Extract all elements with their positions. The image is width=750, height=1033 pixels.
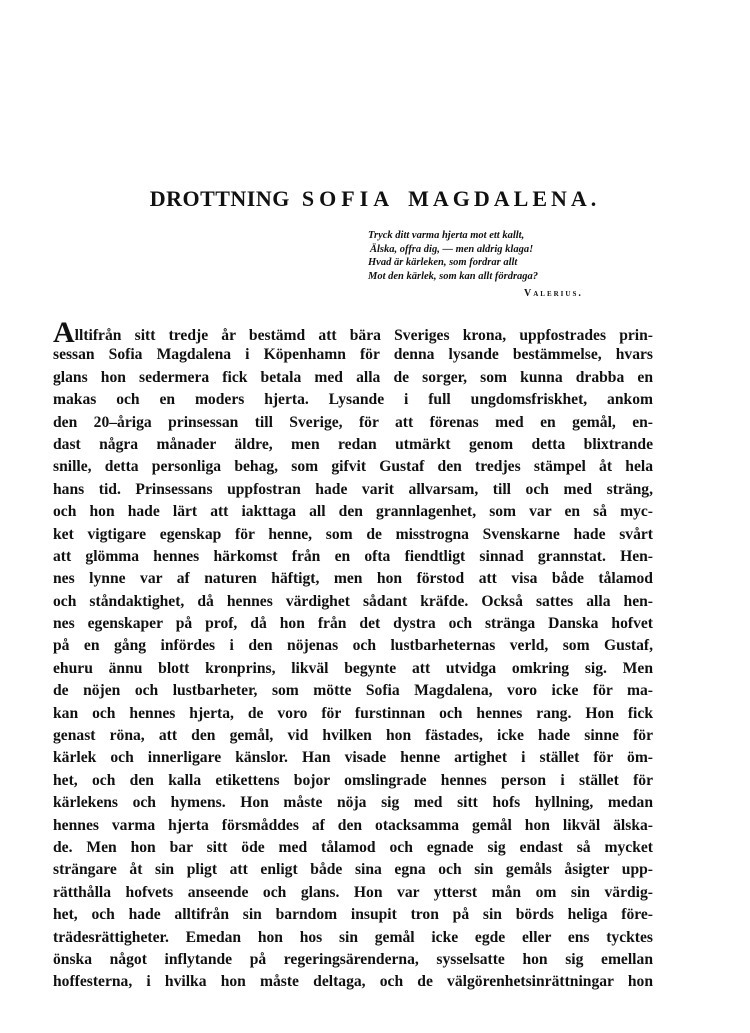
title-word-sofia: SOFIA xyxy=(301,186,395,211)
page-title xyxy=(0,186,750,212)
body-line-text: hoffesterna, i hvilka hon måste deltaga, och de välgörenhetsinrättningar hon xyxy=(53,973,653,991)
title-word-drottning: DROTTNING xyxy=(149,186,290,211)
body-line-text: glans hon sedermera fick betala med alla de sorger, som kunna drabba en xyxy=(53,368,653,386)
body-line-text: genast röna, att den gemål, vid hvilken hon fästades, icke hade sinne för xyxy=(53,727,653,745)
body-line xyxy=(53,524,653,546)
body-line xyxy=(53,591,653,613)
body-line-text: het, och hade alltifrån sin barndom insupit tron på sin börds heliga före- xyxy=(53,906,653,924)
epigraph-line: Mot den kärlek, som kan allt fördraga? xyxy=(368,270,539,282)
epigraph xyxy=(368,229,698,283)
body-line-text: hennes varma hjerta försmåddes af den otacksamma gemål hon likväl älska- xyxy=(53,816,653,834)
body-line-text: hans tid. Prinsessans uppfostran hade varit allvarsam, till och med sträng, xyxy=(53,480,653,498)
body-line-text: het, och den kalla etikettens bojor omslingrade hennes person i stället för xyxy=(53,771,653,789)
body-line xyxy=(53,658,653,680)
body-line-text: rätthålla hofvets anseende och glans. Hon var ytterst mån om sin värdig- xyxy=(53,883,653,901)
first-line-text: lltifrån sitt tredje år bestämd att bära Sveriges krona, uppfostrades prin- xyxy=(74,327,653,344)
body-line xyxy=(53,792,653,814)
body-line xyxy=(53,479,653,501)
body-line xyxy=(53,389,653,411)
body-line xyxy=(53,882,653,904)
body-line-text: de nöjen och lustbarheter, som mötte Sofia Magdalena, voro icke för ma- xyxy=(53,682,653,700)
body-line-text: nes egenskaper på prof, då hon från det dystra och stränga Danska hofvet xyxy=(53,615,653,633)
body-line xyxy=(53,456,653,478)
epigraph-line: Tryck ditt varma hjerta mot ett kallt, xyxy=(368,230,525,241)
body-line-text: ehuru ännu blott kronprins, likväl begynte att utvidga omkring sig. Men xyxy=(53,659,653,677)
body-line xyxy=(53,703,653,725)
epigraph-line: Älska, offra dig, — men aldrig klaga! xyxy=(370,243,534,255)
body-line xyxy=(53,412,653,434)
body-line xyxy=(53,747,653,769)
body-line-text: de. Men hon bar sitt öde med tålamod och egnade sig endast så mycket xyxy=(53,838,653,856)
body-line-text: ket vigtigare egenskap för henne, som de misstrogna Svenskarne hade svårt xyxy=(53,525,653,543)
body-line-text: den 20–åriga prinsessan till Sverige, för att förenas med en gemål, en- xyxy=(53,413,653,431)
body-line xyxy=(53,904,653,926)
body-line xyxy=(53,815,653,837)
epigraph-line: Hvad är kärleken, som fordrar allt xyxy=(368,257,518,268)
body-line-text: makas och en moders hjerta. Lysande i full ungdomsfriskhet, ankom xyxy=(53,391,653,409)
body-line xyxy=(53,434,653,456)
body-line-text: och hon hade lärt att iakttaga all den grannlagenhet, som var en så myc- xyxy=(53,503,653,521)
body-line-text: sessan Sofia Magdalena i Köpenhamn för denna lysande bestämmelse, hvars xyxy=(53,346,653,364)
body-line xyxy=(53,344,653,366)
body-line xyxy=(53,927,653,949)
body-line-text: dast några månader äldre, men redan utmärkt genom detta blixtrande xyxy=(53,435,653,453)
body-line xyxy=(53,770,653,792)
body-line-text: nes lynne var af naturen häftigt, men hon förstod att visa både tålamod xyxy=(53,570,653,588)
body-line xyxy=(53,546,653,568)
body-line-first xyxy=(53,316,653,349)
body-line xyxy=(53,501,653,523)
body-line-text: kan och hennes hjerta, de voro för furstinnan och hennes rang. Hon fick xyxy=(53,704,653,722)
epigraph-attribution: Valerius. xyxy=(524,288,583,299)
body-line-text: att glömma hennes härkomst från en ofta fiendtligt sinnad grannstat. Hen- xyxy=(53,547,653,565)
title-word-magdalena: MAGDALENA. xyxy=(408,186,601,211)
body-line-text: och ståndaktighet, då hennes värdighet sådant kräfde. Också sattes alla hen- xyxy=(53,592,653,610)
body-line xyxy=(53,971,653,993)
body-line xyxy=(53,837,653,859)
body-line xyxy=(53,635,653,657)
body-paragraph xyxy=(53,316,653,994)
body-line-text: kärlekens och hymens. Hon måste nöja sig med sitt hofs hyllning, medan xyxy=(53,794,653,812)
body-line xyxy=(53,725,653,747)
body-line xyxy=(53,949,653,971)
drop-cap: A xyxy=(53,316,75,349)
body-line-text: trädesrättigheter. Emedan hon hos sin gemål icke egde eller ens tycktes xyxy=(53,928,653,946)
body-line xyxy=(53,367,653,389)
body-line xyxy=(53,568,653,590)
body-line-text: på en gång infördes i den nöjenas och lustbarheternas verld, som Gustaf, xyxy=(53,637,653,655)
body-line-text: önska något inflytande på regeringsärenderna, sysselsatte hon sig emellan xyxy=(53,950,653,968)
body-line xyxy=(53,613,653,635)
body-line-text: strängare åt sin pligt att enligt både sina egna och sin gemåls åsigter upp- xyxy=(53,861,653,879)
body-line xyxy=(53,859,653,881)
body-line-text: snille, detta personliga behag, som gifvit Gustaf den tredjes stämpel åt hela xyxy=(53,458,653,476)
body-line-text: kärlek och innerligare känslor. Han visade henne artighet i stället för öm- xyxy=(53,749,653,767)
body-line xyxy=(53,680,653,702)
